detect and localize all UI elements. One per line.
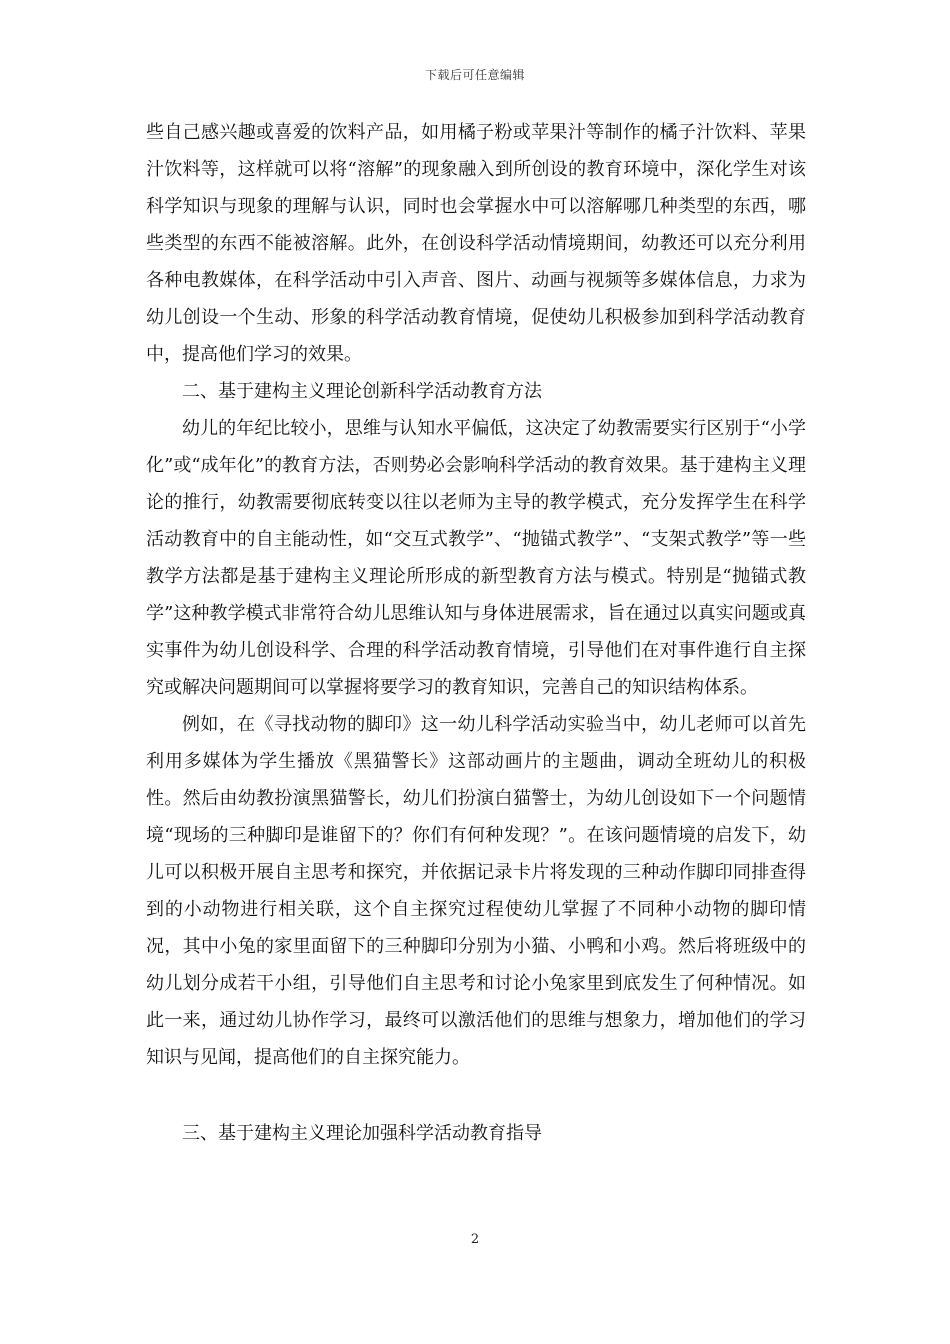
paragraph-3: 例如，在《寻找动物的脚印》这一幼儿科学活动实验当中，幼儿老师可以首先利用多媒体为学生播放《黑猫警长》这部动画片的主题曲，调动全班幼儿的积极性。然后由幼教扮演黑猫警长，幼儿们扮演白猫警士，为幼儿创设如下一个问题情境“现场的三种脚印是谁留下的？你们有何种发现？”。在该问题情境的启发下，幼儿可以积极开展自主思考和探究，并依据记录卡片将发现的三种动作脚印同排查得到的小动物进行相关联，这个自主探究过程使幼儿掌握了不同种小动物的脚印情况，其中小兔的家里面留下的三种脚印分别为小猫、小鸭和小鸡。然后将班级中的幼儿划分成若干小组，引导他们自主思考和讨论小兔家里到底发生了何种情况。如此一来，通过幼儿协作学习，最终可以激活他们的思维与想象力，增加他们的学习知识与见闻，提高他们的自主探究能力。 <box>146 714 806 1068</box>
paragraph-2: 幼儿的年纪比较小，思维与认知水平偏低，这决定了幼教需要实行区别于“小学化”或“成年化”的教育方法，否则势必会影响科学活动的教育效果。基于建构主义理论的推行，幼教需要彻底转变以往以老师为主导的教学模式，充分发挥学生在科学活动教育中的自主能动性，如“交互式教学”、“抛锚式教学”、“支架式教学”等一些教学方法都是基于建构主义理论所形成的新型教育方法与模式。特别是“抛锚式教学”这种教学模式非常符合幼儿思维认知与身体进展需求，旨在通过以真实问题或真实事件为幼儿创设科学、合理的科学活动教育情境，引导他们在对事件進行自主探究或解决问题期间可以掌握将要学习的教育知识，完善自己的知识结构体系。 <box>146 418 806 698</box>
page-header-note: 下载后可任意编辑 <box>424 68 525 82</box>
section-heading-2: 二、基于建构主义理论创新科学活动教育方法 <box>182 381 542 402</box>
document-body <box>146 114 806 1152</box>
paragraph-1: 些自己感兴趣或喜爱的饮料产品，如用橘子粉或苹果汁等制作的橘子汁饮料、苹果汁饮料等，这样就可以将“溶解”的现象融入到所创设的教育环境中，深化学生对该科学知识与现象的理解与认识，同时也会掌握水中可以溶解哪几种类型的东西，哪些类型的东西不能被溶解。此外，在创设科学活动情境期间，幼教还可以充分利用各种电教媒体，在科学活动中引入声音、图片、动画与视频等多媒体信息，力求为幼儿创设一个生动、形象的科学活动教育情境，促使幼儿积极参加到科学活动教育中，提高他们学习的效果。 <box>146 122 806 365</box>
page-number: 2 <box>470 1232 480 1247</box>
section-heading-3: 三、基于建构主义理论加强科学活动教育指导 <box>182 1123 542 1144</box>
